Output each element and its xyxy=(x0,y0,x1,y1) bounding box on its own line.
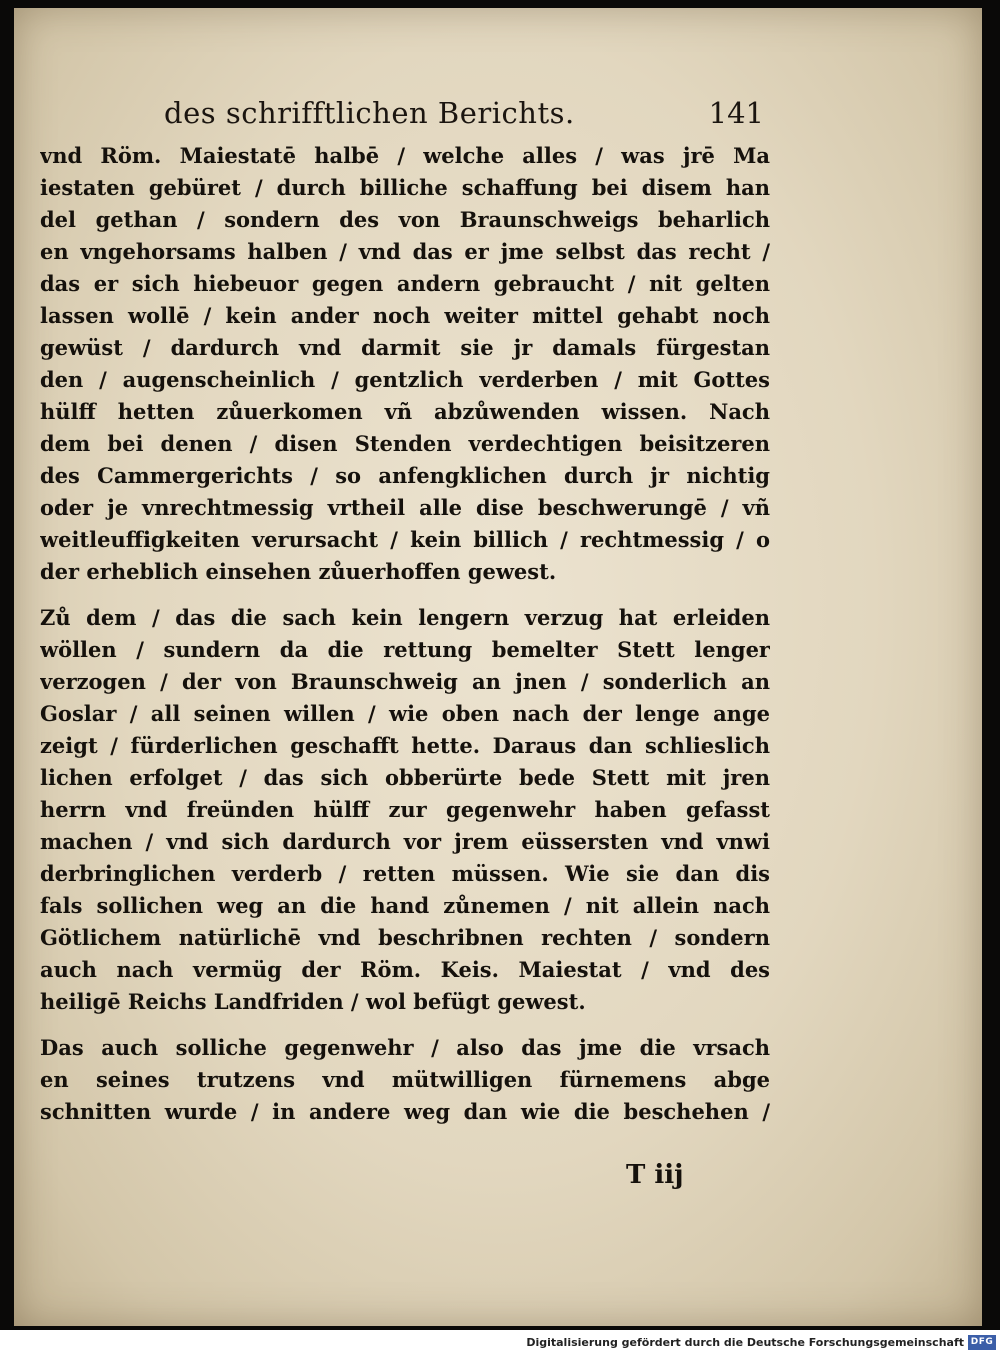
text-line: der erheblich einsehen zůuerhoffen gewest. xyxy=(40,559,557,584)
text-line: gewüst / dardurch vnd darmit sie jr damals fürgestan xyxy=(40,335,770,360)
text-line: Goslar / all seinen willen / wie oben nach der lenge ange xyxy=(40,701,770,726)
paragraph-1 xyxy=(40,140,770,588)
text-line: lassen wollē / kein ander noch weiter mittel gehabt noch xyxy=(40,303,770,328)
text-line: den / augenscheinlich / gentzlich verderben / mit Gottes xyxy=(40,367,770,392)
paragraph-2 xyxy=(40,602,770,1018)
text-line: dem bei denen / disen Stenden verdechtigen beisitzeren xyxy=(40,431,770,456)
text-line: weitleuffigkeiten verursacht / kein billich / rechtmessig / o xyxy=(40,527,770,552)
book-page xyxy=(14,8,982,1326)
text-line: auch nach vermüg der Röm. Keis. Maiestat / vnd des xyxy=(40,957,770,982)
text-line: Zů dem / das die sach kein lengern verzug hat erleiden xyxy=(40,605,770,630)
text-line: fals sollichen weg an die hand zůnemen / nit allein nach xyxy=(40,893,770,918)
text-line: hülff hetten zůuerkomen vñ abzůwenden wissen. Nach xyxy=(40,399,770,424)
text-line: wöllen / sundern da die rettung bemelter Stett lenger xyxy=(40,637,770,662)
text-line: machen / vnd sich dardurch vor jrem eüssersten vnd vnwi xyxy=(40,829,770,854)
text-line: oder je vnrechtmessig vrtheil alle dise beschwerungē / vñ xyxy=(40,495,770,520)
text-line: das er sich hiebeuor gegen andern gebraucht / nit gelten xyxy=(40,271,770,296)
dfg-logo: DFG xyxy=(968,1335,996,1350)
text-line: derbringlichen verderb / retten müssen. Wie sie dan dis xyxy=(40,861,770,886)
text-line: del gethan / sondern des von Braunschweigs beharlich xyxy=(40,207,770,232)
footer-bar xyxy=(0,1330,1000,1357)
text-line: verzogen / der von Braunschweig an jnen / sonderlich an xyxy=(40,669,770,694)
text-line: schnitten wurde / in andere weg dan wie die beschehen / xyxy=(40,1099,770,1124)
text-line: en seines trutzens vnd mütwilligen fürnemens abge xyxy=(40,1067,770,1092)
text-line: des Cammergerichts / so anfengklichen durch jr nichtig xyxy=(40,463,770,488)
text-line: Das auch solliche gegenwehr / also das jme die vrsach xyxy=(40,1035,770,1060)
catchword-signature: T iij xyxy=(626,1160,684,1190)
text-line: zeigt / fürderlichen geschafft hette. Daraus dan schlieslich xyxy=(40,733,770,758)
text-line: heiligē Reichs Landfriden / wol befügt gewest. xyxy=(40,989,586,1014)
paragraph-3 xyxy=(40,1032,770,1128)
running-head: des schrifftlichen Berichts. xyxy=(164,96,575,130)
page-number: 141 xyxy=(708,96,764,130)
text-line: Götlichem natürlichē vnd beschribnen rechten / sondern xyxy=(40,925,770,950)
text-line: en vngehorsams halben / vnd das er jme selbst das recht / xyxy=(40,239,770,264)
page-header xyxy=(164,96,764,140)
text-line: iestaten gebüret / durch billiche schaffung bei disem han xyxy=(40,175,770,200)
funding-credit: Digitalisierung gefördert durch die Deutsche Forschungsgemeinschaft xyxy=(526,1336,964,1349)
text-line: herrn vnd freünden hülff zur gegenwehr haben gefasst xyxy=(40,797,770,822)
text-line: vnd Röm. Maiestatē halbē / welche alles / was jrē Ma xyxy=(40,143,770,168)
text-line: lichen erfolget / das sich obberürte bede Stett mit jren xyxy=(40,765,770,790)
body-text xyxy=(40,140,770,1128)
